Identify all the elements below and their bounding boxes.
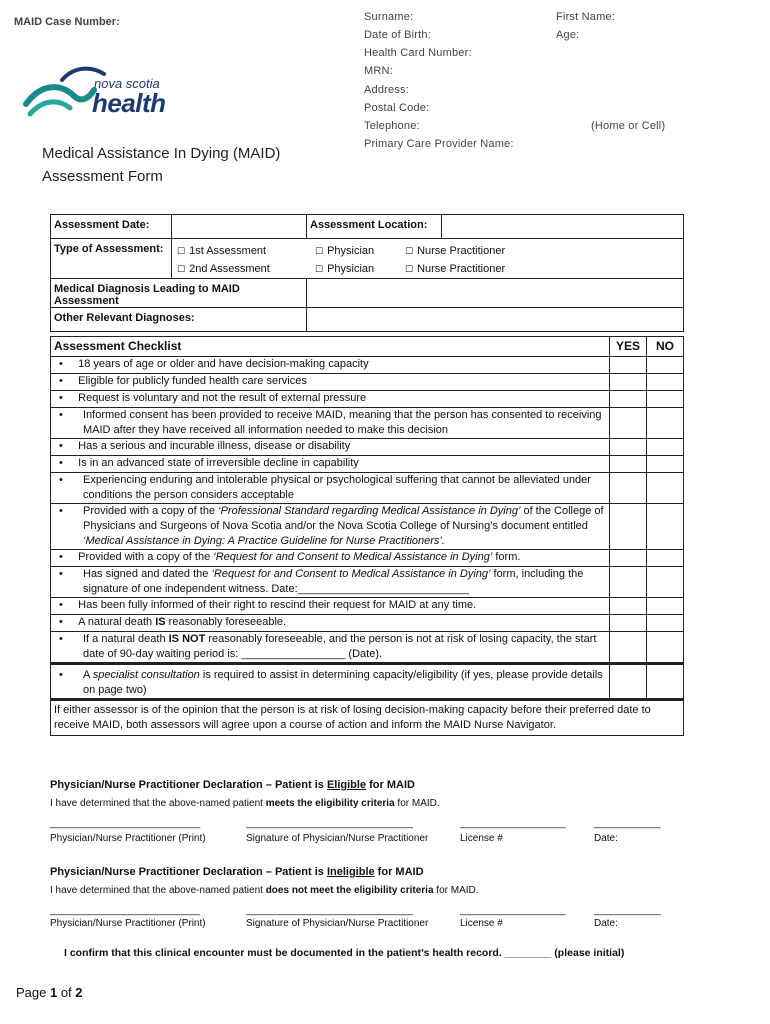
eligible-license-line[interactable]: ___________________	[460, 818, 566, 829]
no-header: NO	[647, 337, 684, 357]
documentation-confirmation: I confirm that this clinical encounter must be documented in the patient’s health record. ________ (please initial)	[64, 947, 625, 959]
yes-cell[interactable]	[610, 374, 647, 391]
eligible-name-line[interactable]: ___________________________	[50, 818, 201, 829]
checklist-row	[51, 357, 684, 374]
checklist-item: • If a natural death IS NOT reasonably foreseeable, and the person is not at risk of losing capacity, the start date of 90-day waiting period is: _________________ (Date).	[51, 632, 610, 664]
ineligible-signature-caption: Signature of Physician/Nurse Practitioner	[246, 918, 429, 929]
checklist-row	[51, 408, 684, 439]
ineligible-name-caption: Physician/Nurse Practitioner (Print)	[50, 918, 206, 929]
assessor-note: If either assessor is of the opinion that the person is at risk of losing decision-making capacity before their preferred date to receive MAID, both assessors will agree upon a course of action and inform the MAID Nurse Navigator.	[51, 700, 684, 736]
second-np-checkbox[interactable]: ☐ Nurse Practitioner	[405, 263, 506, 275]
checklist-row	[51, 439, 684, 456]
page-number: Page 1 of 2	[16, 985, 83, 1000]
yes-cell[interactable]	[610, 357, 647, 374]
checklist-row	[51, 504, 684, 550]
checklist-row	[51, 632, 684, 664]
checklist-row	[51, 391, 684, 408]
first-np-checkbox[interactable]: ☐ Nurse Practitioner	[405, 245, 506, 257]
type-of-assessment-options	[172, 239, 684, 279]
eligible-date-line[interactable]: ____________	[594, 818, 661, 829]
checklist-row	[51, 456, 684, 473]
eligible-date-caption: Date:	[594, 833, 618, 844]
yes-cell[interactable]	[610, 456, 647, 473]
yes-cell[interactable]	[610, 615, 647, 632]
no-cell[interactable]	[647, 615, 684, 632]
no-cell[interactable]	[647, 374, 684, 391]
checklist-row	[51, 664, 684, 700]
ineligible-declaration-text: I have determined that the above-named patient does not meet the eligibility criteria for MAID.	[50, 885, 479, 896]
ineligible-date-line[interactable]: ____________	[594, 905, 661, 916]
primary-care-label: Primary Care Provider Name:	[364, 138, 514, 150]
yes-cell[interactable]	[610, 391, 647, 408]
checklist-item: • Eligible for publicly funded health care services	[51, 374, 610, 391]
checklist-row	[51, 473, 684, 504]
checklist-item: • Provided with a copy of the ‘Professional Standard regarding Medical Assistance in Dying’ of the College of Physicians and Surgeons of Nova Scotia and/or the Nova Scotia College of Nursing’s document entitled ‘Medical Assistance in Dying: A Practice Guideline for Nurse Practitioners’.	[51, 504, 610, 550]
home-or-cell-label: (Home or Cell)	[591, 120, 666, 132]
dob-label: Date of Birth:	[364, 29, 431, 41]
telephone-label: Telephone:	[364, 120, 420, 132]
yes-cell[interactable]	[610, 632, 647, 664]
postal-code-label: Postal Code:	[364, 102, 430, 114]
ineligible-signature-line[interactable]: ______________________________	[246, 905, 413, 916]
assessment-checklist-table	[50, 336, 684, 736]
checklist-row	[51, 567, 684, 598]
eligible-signature-caption: Signature of Physician/Nurse Practitioner	[246, 833, 429, 844]
checklist-item: • Has been fully informed of their right to rescind their request for MAID at any time.	[51, 598, 610, 615]
checklist-item: • Experiencing enduring and intolerable physical or psychological suffering that cannot be alleviated under conditions the person considers acceptable	[51, 473, 610, 504]
checklist-item: • Has a serious and incurable illness, disease or disability	[51, 439, 610, 456]
other-diagnoses-field[interactable]	[307, 308, 684, 332]
checklist-item: • Is in an advanced state of irreversible decline in capability	[51, 456, 610, 473]
yes-cell[interactable]	[610, 473, 647, 504]
assessment-date-field[interactable]	[172, 215, 307, 239]
other-diagnoses-label: Other Relevant Diagnoses:	[51, 308, 307, 332]
checklist-item: • Has signed and dated the ‘Request for and Consent to Medical Assistance in Dying’ form, including the signature of one independent witness. Date:____________________________	[51, 567, 610, 598]
eligible-declaration-title: Physician/Nurse Practitioner Declaration – Patient is Eligible for MAID	[50, 779, 415, 791]
eligible-license-caption: License #	[460, 833, 503, 844]
assessment-info-table	[50, 214, 684, 332]
case-number-label: MAID Case Number:	[14, 16, 120, 28]
address-label: Address:	[364, 84, 410, 96]
checklist-item: • Provided with a copy of the ‘Request for and Consent to Medical Assistance in Dying’ form.	[51, 550, 610, 567]
form-title	[42, 142, 280, 188]
checklist-row	[51, 615, 684, 632]
first-physician-checkbox[interactable]: ☐ Physician	[315, 245, 375, 257]
eligible-signature-line[interactable]: ______________________________	[246, 818, 413, 829]
first-name-label: First Name:	[556, 11, 616, 23]
no-cell[interactable]	[647, 408, 684, 439]
no-cell[interactable]	[647, 598, 684, 615]
ineligible-date-caption: Date:	[594, 918, 618, 929]
no-cell[interactable]	[647, 567, 684, 598]
eligible-name-caption: Physician/Nurse Practitioner (Print)	[50, 833, 206, 844]
no-cell[interactable]	[647, 456, 684, 473]
checklist-item: • Request is voluntary and not the result of external pressure	[51, 391, 610, 408]
no-cell[interactable]	[647, 439, 684, 456]
form-title-line1: Medical Assistance In Dying (MAID)	[42, 145, 281, 162]
yes-cell[interactable]	[610, 504, 647, 550]
diagnosis-field[interactable]	[307, 279, 684, 308]
form-title-line2: Assessment Form	[42, 168, 163, 185]
checklist-title: Assessment Checklist	[51, 337, 610, 357]
assessment-date-label: Assessment Date:	[51, 215, 172, 239]
checklist-item: • A specialist consultation is required to assist in determining capacity/eligibility (if yes, please provide details on page two)	[51, 664, 610, 700]
checklist-item: • A natural death IS reasonably foreseeable.	[51, 615, 610, 632]
no-cell[interactable]	[647, 632, 684, 664]
checklist-item: • Informed consent has been provided to receive MAID, meaning that the person has consented to receiving MAID after they have received all information needed to make this decision	[51, 408, 610, 439]
no-cell[interactable]	[647, 473, 684, 504]
no-cell[interactable]	[647, 504, 684, 550]
yes-cell[interactable]	[610, 439, 647, 456]
no-cell[interactable]	[647, 664, 684, 700]
yes-cell[interactable]	[610, 408, 647, 439]
checklist-item: • 18 years of age or older and have decision-making capacity	[51, 357, 610, 374]
nova-scotia-health-logo	[22, 60, 167, 122]
no-cell[interactable]	[647, 357, 684, 374]
yes-cell[interactable]	[610, 550, 647, 567]
health-card-label: Health Card Number:	[364, 47, 472, 59]
logo-text-top: nova scotia	[94, 76, 160, 91]
yes-cell[interactable]	[610, 567, 647, 598]
type-of-assessment-label: Type of Assessment:	[51, 239, 172, 279]
mrn-label: MRN:	[364, 65, 393, 77]
checklist-row	[51, 550, 684, 567]
logo-text-bottom: health	[92, 88, 166, 118]
no-cell[interactable]	[647, 550, 684, 567]
assessment-location-field[interactable]	[442, 215, 684, 239]
age-label: Age:	[556, 29, 580, 41]
yes-cell[interactable]	[610, 664, 647, 700]
checklist-row	[51, 598, 684, 615]
ineligible-name-line[interactable]: ___________________________	[50, 905, 201, 916]
eligible-declaration-text: I have determined that the above-named patient meets the eligibility criteria for MAID.	[50, 798, 440, 809]
surname-label: Surname:	[364, 11, 414, 23]
checklist-row	[51, 374, 684, 391]
second-assessment-checkbox[interactable]: ☐ 2nd Assessment	[177, 263, 270, 275]
first-assessment-checkbox[interactable]: ☐ 1st Assessment	[177, 245, 267, 257]
ineligible-license-line[interactable]: ___________________	[460, 905, 566, 916]
ineligible-license-caption: License #	[460, 918, 503, 929]
yes-header: YES	[610, 337, 647, 357]
second-physician-checkbox[interactable]: ☐ Physician	[315, 263, 375, 275]
diagnosis-label: Medical Diagnosis Leading to MAID Assessment	[51, 279, 307, 308]
ineligible-declaration-title: Physician/Nurse Practitioner Declaration – Patient is Ineligible for MAID	[50, 866, 424, 878]
assessment-location-label: Assessment Location:	[307, 215, 442, 239]
no-cell[interactable]	[647, 391, 684, 408]
yes-cell[interactable]	[610, 598, 647, 615]
